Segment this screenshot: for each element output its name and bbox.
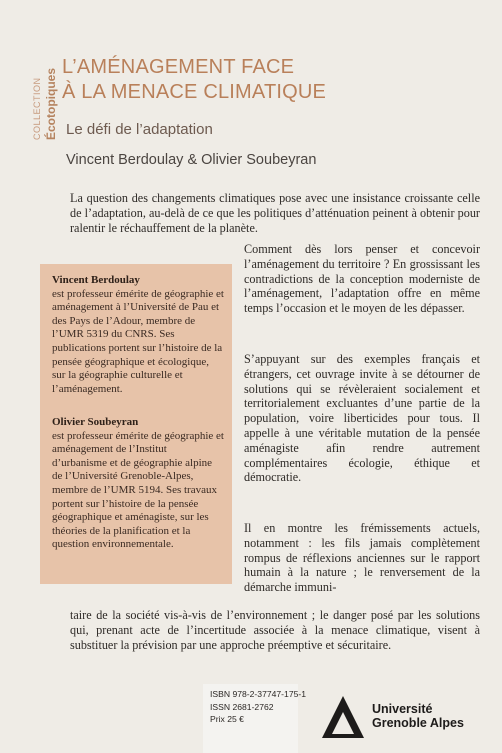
book-title [62, 55, 482, 105]
author-bio-2-text: est professeur émérite de géographie et aménagement de l’Institut d’urbanisme et de géographie alpine de l’Université Grenoble-Alpes, membre de l’UMR 5194. Ses travaux portent sur l’histoire de la pensée géographique et aménagiste, sur les théories de la planification et la question environnementale. [52, 429, 224, 551]
author-bio-box [40, 264, 232, 584]
collection-label [14, 30, 58, 140]
summary-paragraph-3: S’appuyant sur des exemples français et étrangers, cet ouvrage invite à se détourner de solutions qui se révèleraient socialement et territorialement excluantes d’une partie de la population, voire liberticides pour tous. Il appelle à une véritable mutation de la pensée aménagiste afin rendre autrement complémentaires écologie, éthique et démocratie. [244, 352, 480, 485]
title-line-1: L’AMÉNAGEMENT FACE [62, 56, 295, 78]
title-line-2: À LA MENACE CLIMATIQUE [62, 81, 327, 103]
publisher-line-2: Grenoble Alpes [372, 716, 464, 730]
isbn-number: ISBN 978-2-37747-175-1 [210, 689, 307, 699]
publisher-line-1: Université [372, 702, 433, 716]
author-bio-2 [52, 416, 224, 552]
summary-paragraph-4: Il en montre les frémissements actuels, notamment : les fils jamais complètement rompus de réflexions anciennes sur le rapport humain à la nature ; le renversement de la démarche immuni- [244, 521, 480, 595]
isbn-block [210, 688, 306, 726]
collection-small-label: COLLECTION [32, 77, 42, 140]
price: Prix 25 € [210, 714, 244, 724]
book-authors: Vincent Berdoulay & Olivier Soubeyran [66, 152, 317, 168]
publisher-logo [318, 692, 488, 752]
uga-triangle-icon [318, 692, 368, 742]
summary-paragraph-1: La question des changements climatiques pose avec une insistance croissante celle de l’adaptation, au-delà de ce que les politiques d’atténuation peinent à obtenir pour ralentir le réchauffement de la planète. [70, 191, 480, 235]
summary-paragraph-2: Comment dès lors penser et concevoir l’aménagement du territoire ? En grossissant les contradictions de la conception moderniste de l’aménagement, l’adaptation offre en même temps l’occasion et le moyen de les dépasser. [244, 242, 480, 316]
book-subtitle: Le défi de l’adaptation [66, 121, 213, 138]
issn-number: ISSN 2681-2762 [210, 701, 274, 712]
author-bio-1 [52, 274, 224, 396]
summary-paragraph-4-continued: taire de la société vis-à-vis de l’environnement ; le danger posé par les solutions qui, prenant acte de l’incertitude associée à la menace climatique, visent à substituer la prévision par une approche préemptive et sécuritaire. [70, 608, 480, 652]
author-bio-2-name: Olivier Soubeyran [52, 416, 139, 428]
author-bio-1-text: est professeur émérite de géographie et aménagement à l’Université de Pau et des Pays de l’Adour, membre de l’UMR 5319 du CNRS. Ses publications portent sur l’histoire de la pensée géographique et écologique, sur la géographie culturelle et l’aménagement. [52, 287, 224, 395]
author-bio-1-name: Vincent Berdoulay [52, 274, 140, 286]
collection-name: Écotopiques [44, 67, 58, 140]
